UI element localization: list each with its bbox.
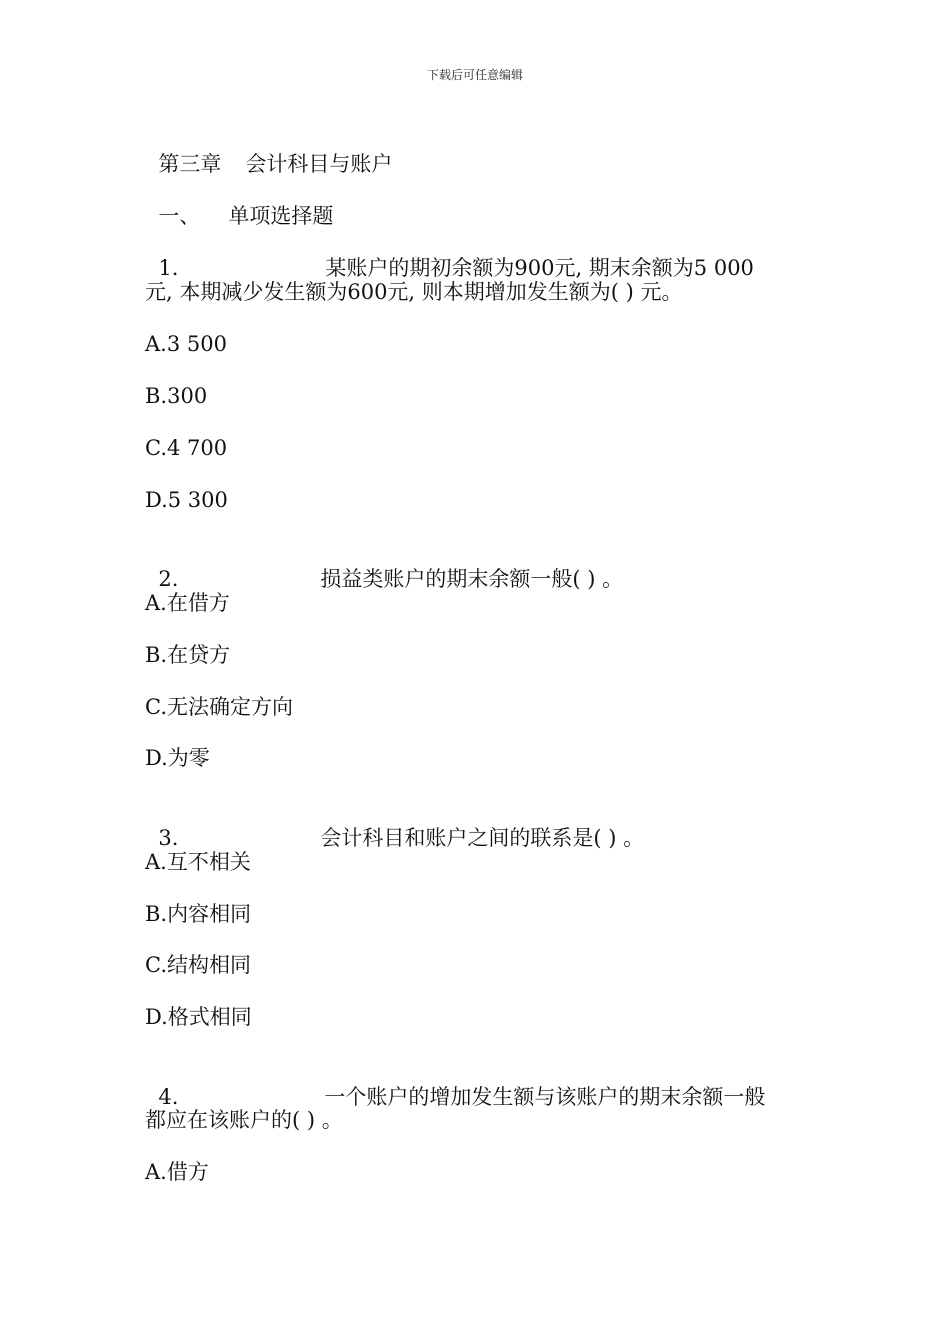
question-1-option-a: A.3 500 xyxy=(145,332,227,356)
section-title: 单项选择题 xyxy=(228,204,334,228)
question-1-option-d: D.5 300 xyxy=(145,488,228,512)
question-3-number: 3. xyxy=(158,826,179,850)
question-1-option-b: B.300 xyxy=(145,384,208,408)
question-3-option-c: C.结构相同 xyxy=(145,953,251,977)
section-number: 一、 xyxy=(158,204,201,228)
section-heading xyxy=(145,174,333,230)
question-2-option-c: C.无法确定方向 xyxy=(145,695,293,719)
question-2-option-d: D.为零 xyxy=(145,746,210,770)
question-4-number: 4. xyxy=(158,1085,179,1109)
question-2-line-1 xyxy=(145,537,623,593)
question-1-option-c: C.4 700 xyxy=(145,436,228,460)
chapter-heading xyxy=(145,122,392,178)
question-1-line-1 xyxy=(145,226,754,282)
chapter-number: 第三章 xyxy=(158,152,222,176)
question-4-line-1 xyxy=(145,1055,765,1111)
question-4-text: 一个账户的增加发生额与该账户的期末余额一般 xyxy=(324,1085,766,1109)
question-3-option-d: D.格式相同 xyxy=(145,1005,252,1029)
question-3-option-b: B.内容相同 xyxy=(145,902,252,926)
question-3-text: 会计科目和账户之间的联系是( ) 。 xyxy=(320,826,645,850)
question-2-text: 损益类账户的期末余额一般( ) 。 xyxy=(320,567,624,591)
question-3-line-1 xyxy=(145,796,644,852)
question-1-line-2: 元, 本期减少发生额为600元, 则本期增加发生额为( ) 元。 xyxy=(145,280,683,304)
question-4-option-a: A.借方 xyxy=(145,1160,209,1184)
question-1-number: 1. xyxy=(158,256,179,280)
question-3-option-a: A.互不相关 xyxy=(145,850,251,874)
page-header: 下载后可任意编辑 xyxy=(426,68,523,82)
question-4-line-2: 都应在该账户的( ) 。 xyxy=(145,1108,343,1132)
chapter-title: 会计科目与账户 xyxy=(245,152,393,176)
question-2-number: 2. xyxy=(158,567,179,591)
question-1-text: 某账户的期初余额为900元, 期末余额为5 000 xyxy=(325,256,754,280)
question-2-option-b: B.在贷方 xyxy=(145,643,231,667)
question-2-option-a: A.在借方 xyxy=(145,591,230,615)
